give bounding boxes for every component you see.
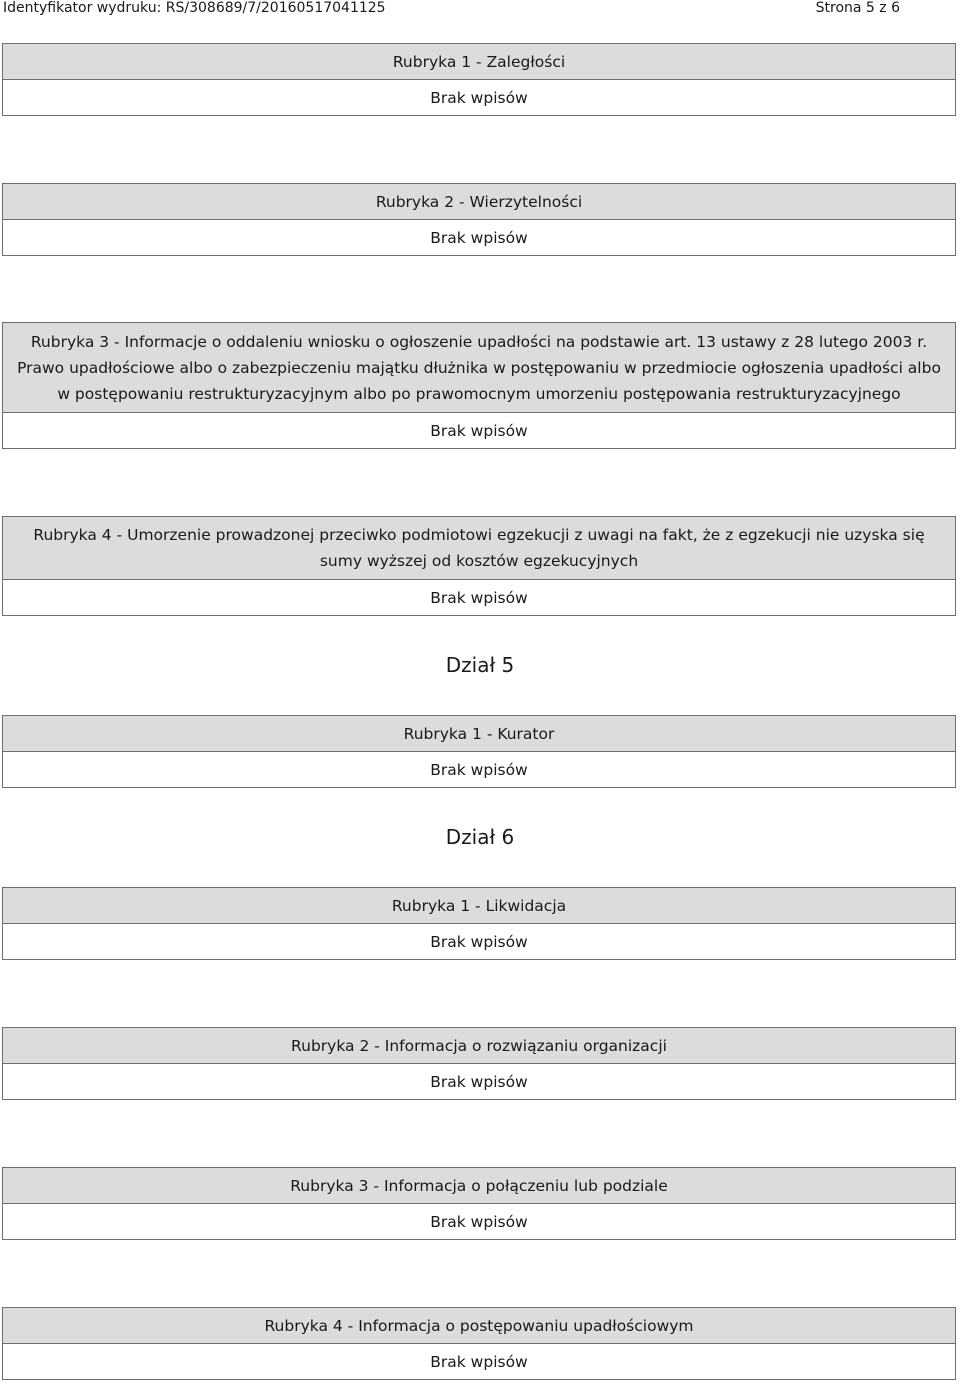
section-title-text: Rubryka 3 - Informacja o połączeniu lub podziale [290,1176,668,1195]
section-title [3,1308,955,1344]
section-box-postepowanie-upadlosciowe [2,1307,956,1380]
section-value [3,1344,955,1379]
section-title-text: Rubryka 1 - Likwidacja [391,896,567,915]
section-title-text: Rubryka 2 - Wierzytelności [375,192,583,211]
section-title [3,1028,955,1064]
section-box-likwidacja [2,887,956,960]
section-box-oddalenie-wniosku [2,322,956,449]
section-box-polaczenie-podzial [2,1167,956,1240]
section-title-text: Rubryka 1 - Zaległości [392,52,566,71]
section-box-zaleglosci [2,43,956,116]
section-value-text: Brak wpisów [430,760,528,779]
section-value-text: Brak wpisów [430,1352,528,1371]
section-title-text: Rubryka 1 - Kurator [403,724,555,743]
section-value-text: Brak wpisów [430,228,528,247]
section-value-text: Brak wpisów [430,421,528,440]
section-value [3,924,955,959]
section-title-text: Rubryka 3 - Informacje o oddaleniu wniosku o ogłoszenie upadłości na podstawie art. 13 ustawy z 28 lutego 2003 r. Prawo upadłościowe albo o zabezpieczeniu majątku dłużnika w postępowaniu w przedmiocie ogłoszenia upadłości albo w postępowaniu restrukturyzacyjnym albo po prawomocnym umorzeniu postępowania restrukturyzacyjnego [17,332,941,403]
print-identifier: Identyfikator wydruku: RS/308689/7/20160517041125 [3,0,386,16]
section-value [3,1204,955,1239]
section-value-text: Brak wpisów [430,932,528,951]
section-value-text: Brak wpisów [430,88,528,107]
section-title [3,716,955,752]
section-box-rozwiazanie-organizacji [2,1027,956,1100]
section-title-text: Rubryka 4 - Informacja o postępowaniu upadłościowym [264,1316,694,1335]
section-value [3,1064,955,1099]
section-title-text: Rubryka 4 - Umorzenie prowadzonej przeciwko podmiotowi egzekucji z uwagi na fakt, że z egzekucji nie uzyska się sumy wyższej od kosztów egzekucyjnych [33,526,925,570]
section-box-umorzenie-egzekucji [2,516,956,616]
page-header [0,0,960,18]
section-title [3,517,955,580]
section-value-text: Brak wpisów [430,1212,528,1231]
section-value [3,220,955,255]
section-title [3,888,955,924]
section-box-kurator [2,715,956,788]
section-value [3,413,955,448]
section-title [3,44,955,80]
section-value-text: Brak wpisów [430,1072,528,1091]
section-value [3,80,955,115]
section-title [3,1168,955,1204]
section-title [3,323,955,413]
section-title [3,184,955,220]
section-box-wierzytelnosci [2,183,956,256]
section-value [3,580,955,615]
dzial-6-heading: Dział 6 [445,825,515,849]
page-number: Strona 5 z 6 [815,0,900,16]
section-title-text: Rubryka 2 - Informacja o rozwiązaniu organizacji [291,1036,667,1055]
section-value [3,752,955,787]
section-value-text: Brak wpisów [430,588,528,607]
dzial-5-heading: Dział 5 [445,653,515,677]
